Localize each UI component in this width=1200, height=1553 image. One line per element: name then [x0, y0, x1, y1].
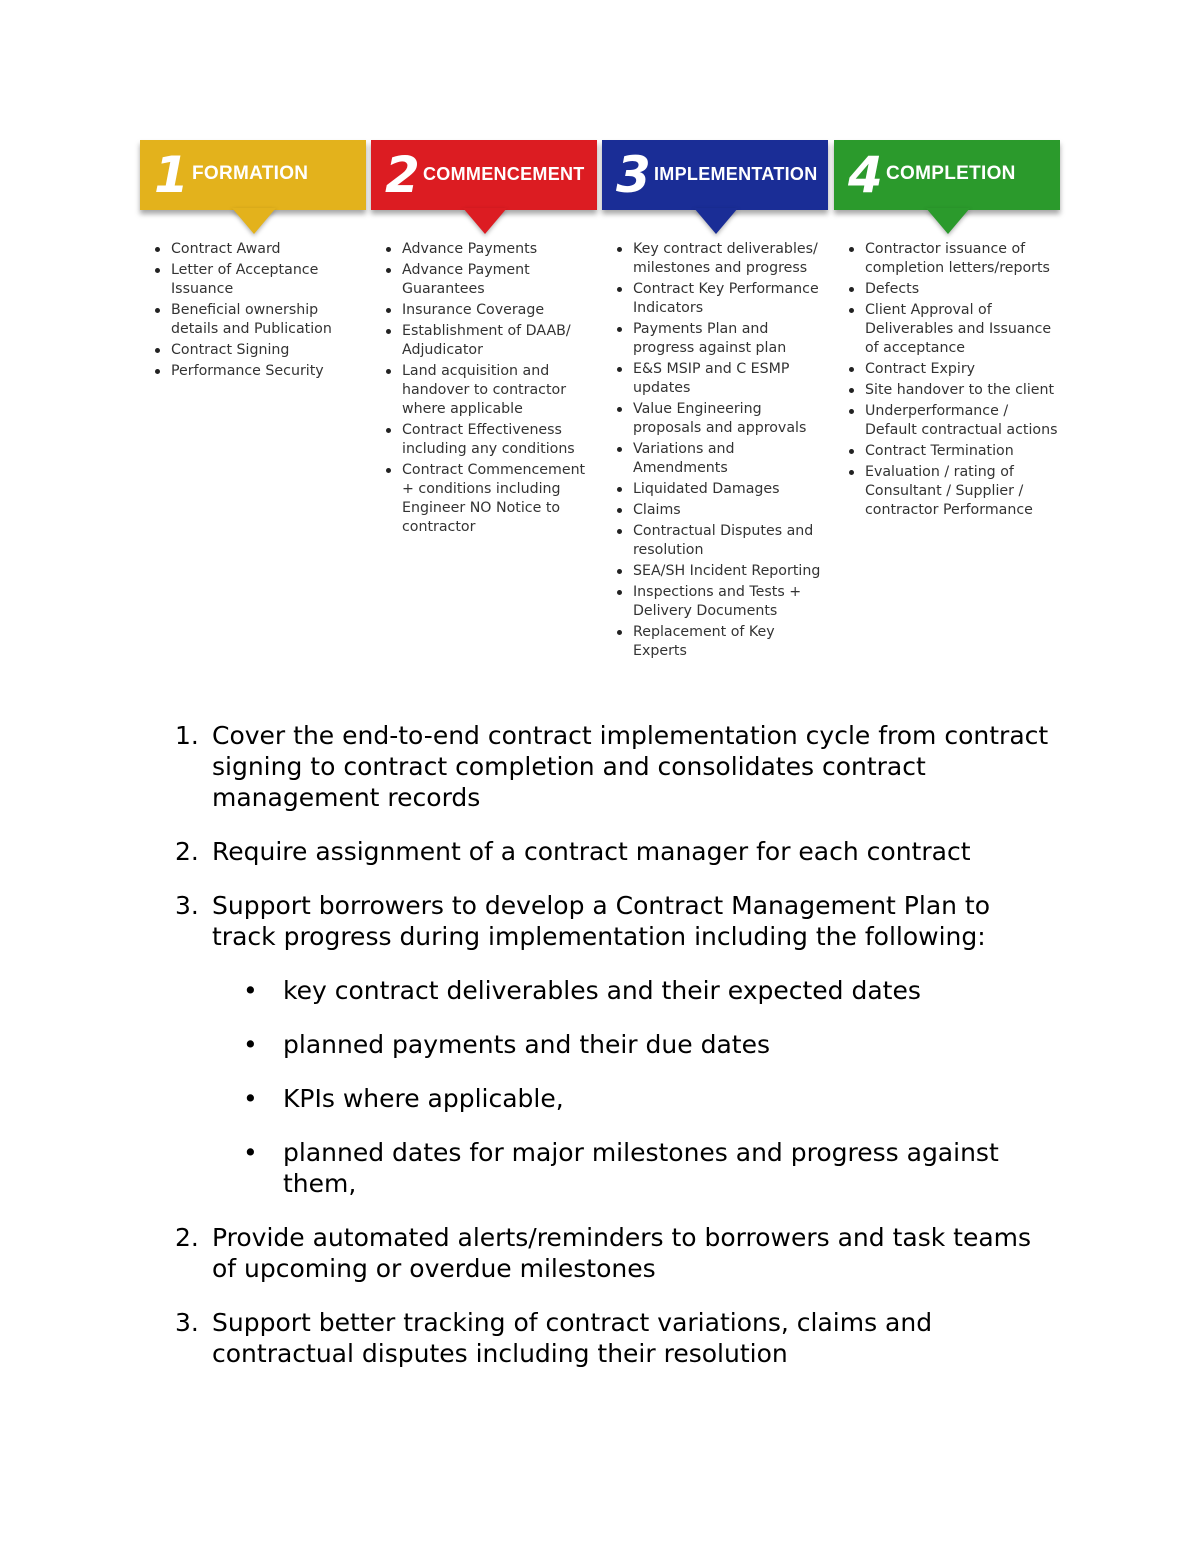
phase-formation [140, 140, 366, 379]
phase-title: COMPLETION [886, 163, 1016, 184]
contract-phases-diagram [140, 140, 1060, 670]
phase-banner [371, 140, 597, 210]
phase-banner [140, 140, 366, 210]
list-item: Insurance Coverage [385, 301, 597, 320]
bullet-icon: • [243, 1138, 258, 1167]
numbered-item [175, 1222, 1055, 1284]
bullet-text: KPIs where applicable, [283, 1084, 564, 1113]
phase-item-list [385, 240, 597, 539]
list-item: Underperformance / Default contractual actions [848, 402, 1060, 440]
list-item: Contract Expiry [848, 360, 1060, 379]
bullet-item [175, 1137, 1055, 1199]
list-item: Contractor issuance of completion letters/reports [848, 240, 1060, 278]
list-item: Defects [848, 280, 1060, 299]
phase-implementation [602, 140, 828, 659]
list-item: Beneficial ownership details and Publication [154, 301, 366, 339]
phase-title: IMPLEMENTATION [654, 164, 818, 184]
list-item: Evaluation / rating of Consultant / Supplier / contractor Performance [848, 463, 1060, 520]
phase-number: 3 [616, 146, 651, 204]
item-text: Provide automated alerts/reminders to borrowers and task teams of upcoming or overdue milestones [212, 1223, 1032, 1283]
phase-banner [602, 140, 828, 210]
list-item: Performance Security [154, 362, 366, 381]
list-item: Advance Payment Guarantees [385, 261, 597, 299]
down-arrow-icon [926, 208, 970, 234]
item-text: Cover the end-to-end contract implementation cycle from contract signing to contract completion and consolidates contract management records [212, 721, 1049, 812]
item-text: Require assignment of a contract manager for each contract [212, 837, 971, 866]
list-item: Value Engineering proposals and approvals [616, 400, 828, 438]
down-arrow-icon [232, 208, 276, 234]
list-item: Letter of Acceptance Issuance [154, 261, 366, 299]
phase-completion [834, 140, 1060, 518]
list-item: Contract Key Performance Indicators [616, 280, 828, 318]
list-item: Replacement of Key Experts [616, 623, 828, 661]
numbered-item [175, 890, 1055, 952]
bullet-text: key contract deliverables and their expected dates [283, 976, 921, 1005]
phase-number: 4 [848, 146, 883, 204]
item-text: Support borrowers to develop a Contract Management Plan to track progress during implementation including the following: [212, 891, 991, 951]
list-item: Establishment of DAAB/ Adjudicator [385, 322, 597, 360]
item-number: 2. [175, 1223, 199, 1252]
list-item: Variations and Amendments [616, 440, 828, 478]
phase-title: FORMATION [192, 163, 309, 184]
item-number: 2. [175, 837, 199, 866]
item-number: 3. [175, 891, 199, 920]
phase-title: COMMENCEMENT [423, 164, 585, 184]
list-item: Key contract deliverables/ milestones and progress [616, 240, 828, 278]
phase-item-list [154, 240, 366, 383]
numbered-item [175, 836, 1055, 867]
phase-item-list [848, 240, 1060, 522]
list-item: Client Approval of Deliverables and Issuance of acceptance [848, 301, 1060, 358]
numbered-item [175, 1307, 1055, 1369]
list-item: Contractual Disputes and resolution [616, 522, 828, 560]
list-item: Liquidated Damages [616, 480, 828, 499]
list-item: Land acquisition and handover to contractor where applicable [385, 362, 597, 419]
list-item: Contract Termination [848, 442, 1060, 461]
requirements-list [175, 720, 1055, 1392]
bullet-item [175, 1083, 1055, 1114]
phase-item-list [616, 240, 828, 663]
list-item: Site handover to the client [848, 381, 1060, 400]
list-item: Payments Plan and progress against plan [616, 320, 828, 358]
bullet-item [175, 1029, 1055, 1060]
item-text: Support better tracking of contract variations, claims and contractual disputes including their resolution [212, 1308, 933, 1368]
list-item: Contract Award [154, 240, 366, 259]
bullet-icon: • [243, 1030, 258, 1059]
bullet-text: planned dates for major milestones and progress against them, [283, 1138, 999, 1198]
phase-banner [834, 140, 1060, 210]
item-number: 1. [175, 721, 199, 750]
phase-number: 1 [154, 146, 189, 204]
bullet-item [175, 975, 1055, 1006]
phase-commencement [371, 140, 597, 535]
down-arrow-icon [463, 208, 507, 234]
list-item: Contract Signing [154, 341, 366, 360]
phase-number: 2 [385, 146, 420, 204]
list-item: Claims [616, 501, 828, 520]
bullet-icon: • [243, 976, 258, 1005]
item-number: 3. [175, 1308, 199, 1337]
numbered-item [175, 720, 1055, 813]
list-item: SEA/SH Incident Reporting [616, 562, 828, 581]
list-item: Contract Commencement + conditions including Engineer NO Notice to contractor [385, 461, 597, 537]
bullet-icon: • [243, 1084, 258, 1113]
list-item: E&S MSIP and C ESMP updates [616, 360, 828, 398]
bullet-text: planned payments and their due dates [283, 1030, 770, 1059]
list-item: Contract Effectiveness including any conditions [385, 421, 597, 459]
list-item: Inspections and Tests + Delivery Documents [616, 583, 828, 621]
down-arrow-icon [694, 208, 738, 234]
list-item: Advance Payments [385, 240, 597, 259]
